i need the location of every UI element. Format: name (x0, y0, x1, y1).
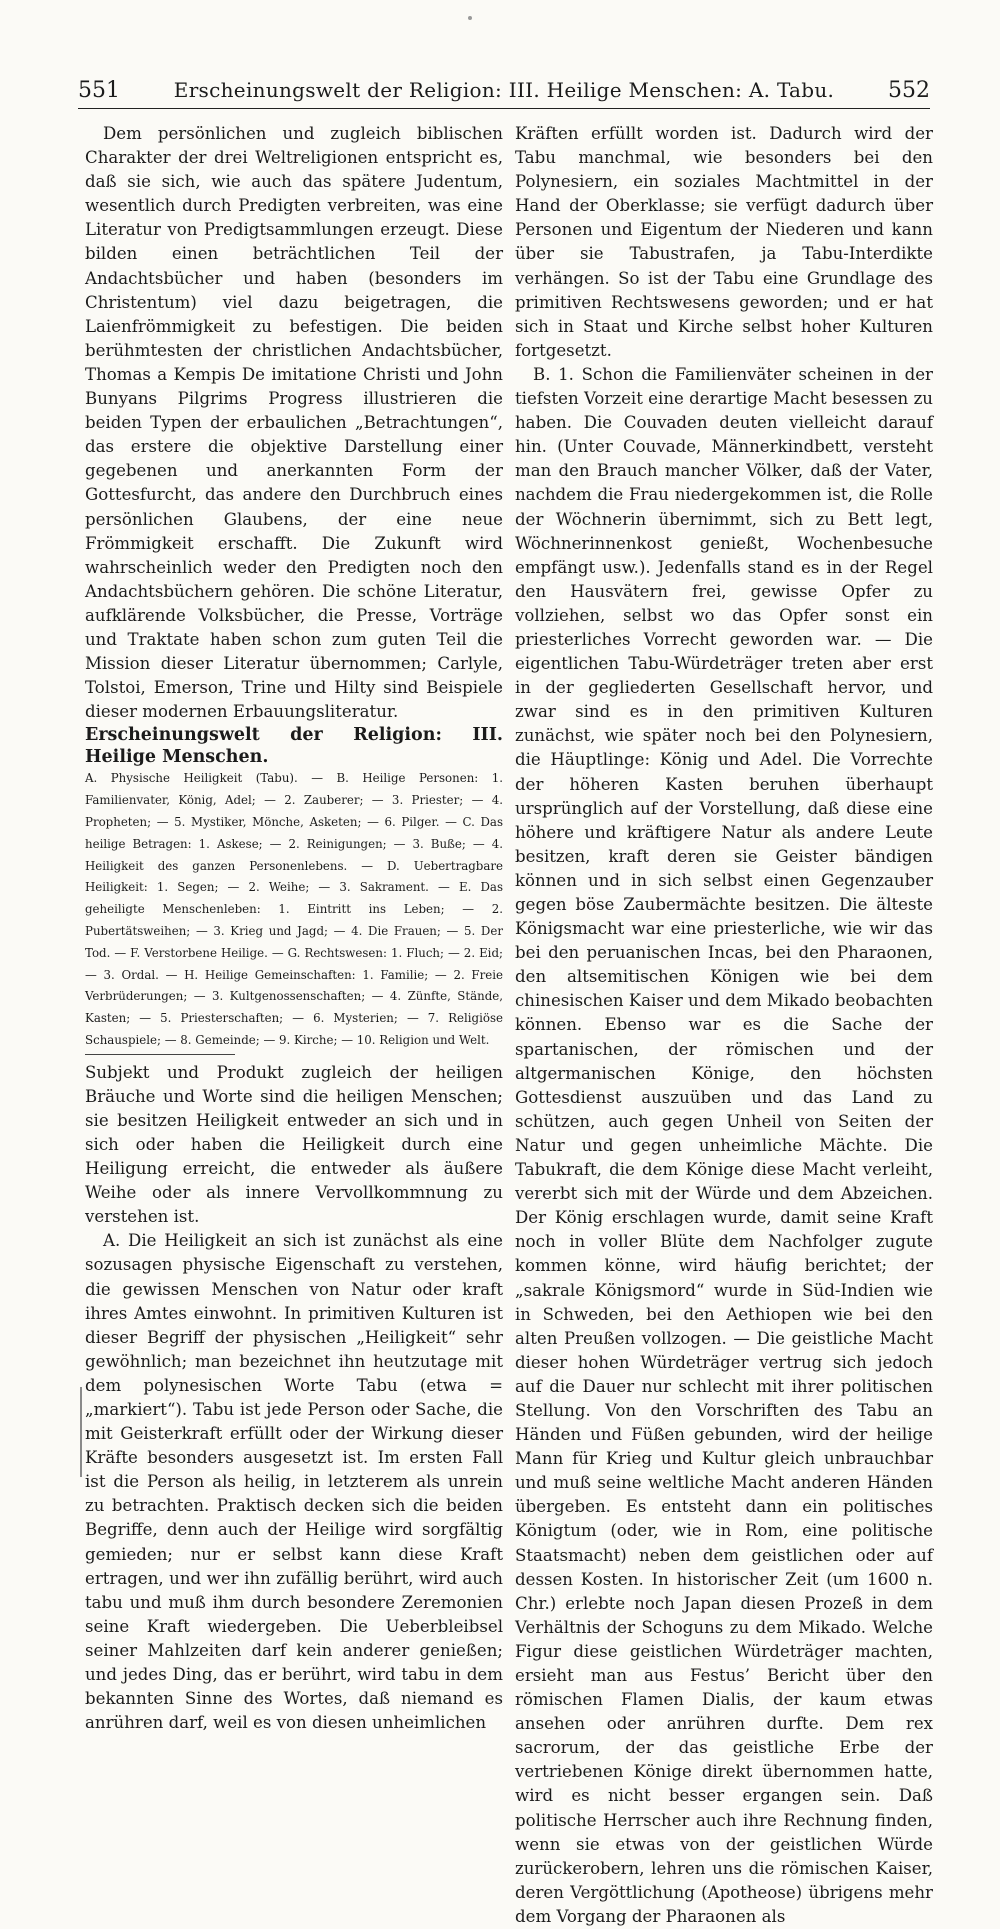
page-number-right: 552 (888, 78, 930, 103)
paragraph-tabu-macht: Kräften erfüllt worden ist. Dadurch wird der Tabu manchmal, wie besonders bei den Polynesiern, ein soziales Machtmittel in der Hand der Oberklasse; sie verfügt dadurch über Personen und Eigentum der Niederen und kann über sie Tabustrafen, ja Tabu-Interdikte verhängen. So ist der Tabu eine Grundlage des primitiven Rechtswesens geworden; und er hat sich in Staat und Kirche selbst hoher Kulturen fortgesetzt. (515, 124, 933, 360)
print-speck (468, 16, 472, 20)
paragraph-subjekt: Subjekt und Produkt zugleich der heiligen Bräuche und Worte sind die heiligen Menschen; sie besitzen Heiligkeit entweder an sich und in sich oder haben die Heiligkeit durch eine Heiligung erreicht, die entweder als äußere Weihe oder als innere Vervollkommnung zu verstehen ist. (85, 1062, 503, 1227)
outline-divider (85, 1054, 235, 1055)
paragraph-predigten: Dem persönlichen und zugleich biblischen Charakter der drei Weltreligionen entspricht es, daß sie sich, wie auch das spätere Judentum, wesentlich durch Predigten verbreiten, was eine Literatur von Predigtsammlungen erzeugt. Diese bilden einen beträchtlichen Teil der Andachtsbücher und haben (besonders im Christentum) viel dazu beigetragen, die Laienfrömmigkeit zu befestigen. Die beiden berühmtesten der christlichen Andachtsbücher, Thomas a Kempis De imitatione Christi und John Bunyans Pilgrims Progress illustrieren die beiden Typen der erbaulichen „Betrachtungen“, das erstere die objektive Darstellung einer gegebenen und anerkannten Form der Gottesfurcht, das andere den Durchbruch eines persönlichen Glaubens, der eine neue Frömmigkeit erschafft. Die Zukunft wird wahrscheinlich weder den Predigten noch den Andachtsbüchern gehören. Die schöne Literatur, aufklärende Volksbücher, die Presse, Vorträge und Traktate haben schon zum guten Teil die Mission dieser Literatur übernommen; Carlyle, Tolstoi, Emerson, Trine und Hilty sind Beispiele dieser modernen Erbauungsliteratur. (85, 124, 503, 722)
section-outline: A. Physische Heiligkeit (Tabu). — B. Heilige Personen: 1. Familienvater, König, Adel; — 2. Zauberer; — 3. Priester; — 4. Propheten; — 5. Mystiker, Mönche, Asketen; — 6. Pilger. — C. Das heilige Betragen: 1. Askese; — 2. Reinigungen; — 3. Buße; — 4. Heiligkeit des ganzen Personenlebens. — D. Uebertragbare Heiligkeit: 1. Segen; — 2. Weihe; — 3. Sakrament. — E. Das geheiligte Menschenleben: 1. Eintritt ins Leben; — 2. Pubertätsweihen; — 3. Krieg und Jagd; — 4. Die Frauen; — 5. Der Tod. — F. Verstorbene Heilige. — G. Rechtswesen: 1. Fluch; — 2. Eid; — 3. Ordal. — H. Heilige Gemeinschaften: 1. Familie; — 2. Freie Verbrüderungen; — 3. Kultgenossenschaften; — 4. Zünfte, Stände, Kasten; — 5. Priesterschaften; — 6. Mysterien; — 7. Religiöse Schauspiele; — 8. Gemeinde; — 9. Kirche; — 10. Religion und Welt. (85, 771, 503, 1047)
page-header (78, 72, 930, 109)
running-title: Erscheinungswelt der Religion: III. Heilige Menschen: A. Tabu. (173, 78, 835, 102)
right-column (515, 122, 933, 1929)
paragraph-heiligkeit: A. Die Heiligkeit an sich ist zunächst als eine sozusagen physische Eigenschaft zu verstehen, die gewissen Menschen von Natur oder kraft ihres Amtes einwohnt. In primitiven Kulturen ist dieser Begriff der physischen „Heiligkeit“ sehr gewöhnlich; man bezeichnet ihn heutzutage mit dem polynesischen Worte Tabu (etwa = „markiert“). Tabu ist jede Person oder Sache, die mit Geisterkraft erfüllt oder der Wirkung dieser Kräfte besonders ausgesetzt ist. Im ersten Fall ist die Person als heilig, in letzterem als unrein zu betrachten. Praktisch decken sich die beiden Begriffe, denn auch der Heilige wird sorgfältig gemieden; nur er selbst kann diese Kraft ertragen, und wer ihn zufällig berührt, wird auch tabu und muß ihm durch besondere Zeremonien seine Kraft wiedergeben. Die Ueberbleibsel seiner Mahlzeiten darf kein anderer genießen; und jedes Ding, das er berührt, wird tabu in dem bekannten Sinne des Wortes, daß niemand es anrühren darf, weil es von diesen unheimlichen (85, 1231, 503, 1733)
margin-pencil-mark (80, 1387, 82, 1477)
page-number-left: 551 (78, 78, 120, 103)
left-column (85, 122, 503, 1735)
section-heading: Erscheinungswelt der Religion: III. Heilige Menschen. (85, 725, 503, 768)
paragraph-familienvaeter: B. 1. Schon die Familienväter scheinen in der tiefsten Vorzeit eine derartige Macht besessen zu haben. Die Couvaden deuten vielleicht darauf hin. (Unter Couvade, Männerkindbett, versteht man den Brauch mancher Völker, daß der Vater, nachdem die Frau niedergekommen ist, die Rolle der Wöchnerin übernimmt, sich zu Bett legt, Wöchnerinnenkost genießt, Wochenbesuche empfängt usw.). Jedenfalls stand es in der Regel den Hausvätern frei, gewisse Opfer zu vollziehen, selbst wo das Opfer sonst ein priesterliches Vorrecht geworden war. — Die eigentlichen Tabu-Würdeträger treten aber erst in der gegliederten Gesellschaft hervor, und zwar sind es in den primitiven Kulturen zunächst, wie später noch bei den Polynesiern, die Häuptlinge: König und Adel. Die Vorrechte der höheren Kasten beruhen überhaupt ursprünglich auf der Vorstellung, daß diese eine höhere und kräftigere Natur als andere Leute besitzen, kraft deren sie Geister bändigen können und in sich selbst einen Gegenzauber gegen böse Zaubermächte besitzen. Die älteste Königsmacht war eine priesterliche, wie wir das bei den peruanischen Incas, bei den Pharaonen, den altsemitischen Königen wie bei dem chinesischen Kaiser und dem Mikado beobachten können. Ebenso war es die Sache der spartanischen, der römischen und der altgermanischen Könige, den höchsten Gottesdienst auszuüben und das Land zu schützen, auch gegen Unheil von Seiten der Natur und gegen unheimliche Mächte. Die Tabukraft, die dem Könige diese Macht verleiht, vererbt sich mit der Würde und dem Abzeichen. Der König erschlagen wurde, damit seine Kraft noch in voller Blüte dem Nachfolger zugute kommen könne, wird häufig berichtet; der „sakrale Königsmord“ wurde in Süd-Indien wie in Schweden, bei den Aethiopen wie bei den alten Preußen vollzogen. — Die geistliche Macht dieser hohen Würdeträger vertrug sich jedoch auf die Dauer nur schlecht mit ihrer politischen Stellung. Von den Vorschriften des Tabu an Händen und Füßen gebunden, wird der heilige Mann für Krieg und Kultur gleich unbrauchbar und muß seine weltliche Macht anderen Händen übergeben. Es entsteht dann ein politisches Königtum (oder, wie in Rom, eine politische Staatsmacht) neben dem geistlichen oder auf dessen Kosten. In historischer Zeit (um 1600 n. Chr.) erlebte noch Japan diesen Prozeß in dem Verhältnis der Schoguns zu dem Mikado. Welche Figur diese geistlichen Würdeträger machten, ersieht man aus Festus’ Bericht über den römischen Flamen Dialis, der kaum etwas ansehen oder anrühren durfte. Dem rex sacrorum, der das geistliche Erbe der vertriebenen Könige direkt übernommen hatte, wird es nicht besser ergangen sein. Daß politische Herrscher auch ihre Rechnung finden, wenn sie etwas von der geistlichen Würde zurückerobern, lehren uns die römischen Kaiser, deren Vergöttlichung (Apotheose) übrigens mehr dem Vorgang der Pharaonen als (515, 364, 933, 1926)
